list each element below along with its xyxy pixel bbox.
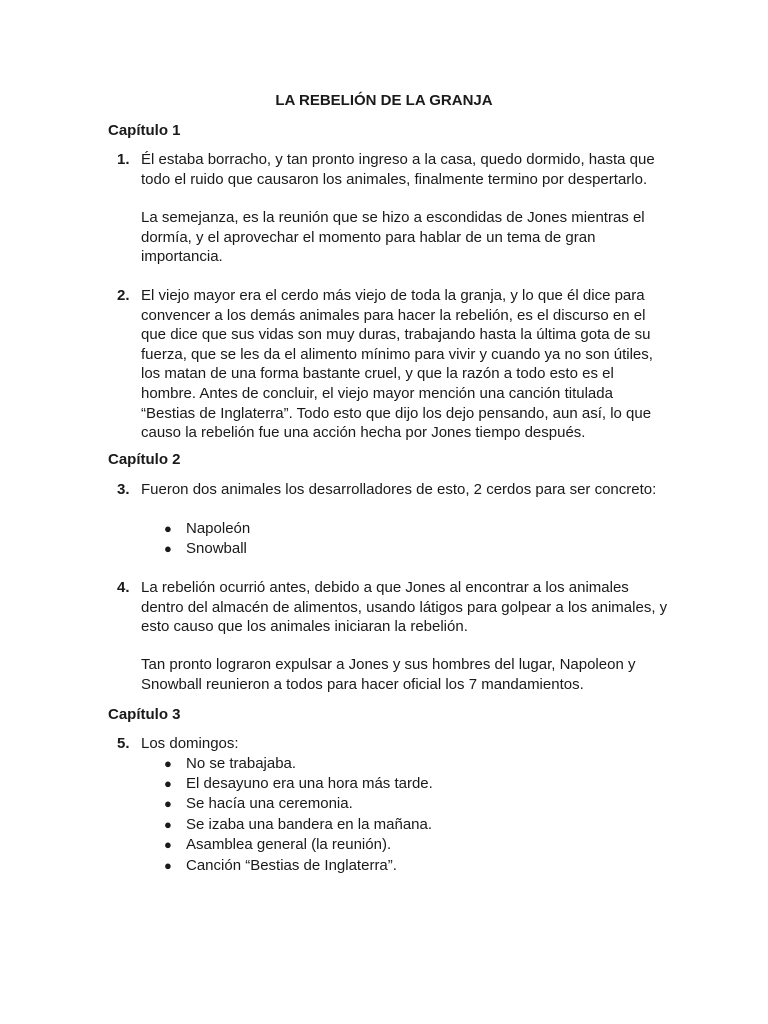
item-1-paragraph-1: Él estaba borracho, y tan pronto ingreso a la casa, quedo dormido, hasta que todo el ruido que causaron los animales, finalmente termino por despertarlo. bbox=[141, 151, 655, 188]
item-number-2: 2. bbox=[117, 287, 130, 304]
item-number-1: 1. bbox=[117, 151, 130, 168]
item-number-3: 3. bbox=[117, 481, 130, 498]
item-4-paragraph-1: La rebelión ocurrió antes, debido a que Jones al encontrar a los animales dentro del almacén de alimentos, usando látigos para golpear a los animales, y esto causo que los animales iniciaran la rebelión. bbox=[141, 579, 668, 636]
bullet-marker: ● bbox=[164, 796, 172, 811]
bullet-marker: ● bbox=[164, 817, 172, 832]
item-5-bullet-1: No se trabajaba. bbox=[186, 755, 297, 772]
chapter-heading-3: Capítulo 3 bbox=[108, 706, 181, 723]
bullet-marker: ● bbox=[164, 776, 172, 791]
chapter-heading-1: Capítulo 1 bbox=[108, 122, 181, 139]
item-5-bullet-4: Se izaba una bandera en la mañana. bbox=[186, 816, 433, 833]
chapter-heading-2: Capítulo 2 bbox=[108, 451, 181, 468]
document-title: LA REBELIÓN DE LA GRANJA bbox=[275, 92, 493, 109]
bullet-marker: ● bbox=[164, 858, 172, 873]
item-5-bullet-3: Se hacía una ceremonia. bbox=[186, 795, 353, 812]
item-5-bullet-6: Canción “Bestias de Inglaterra”. bbox=[186, 857, 397, 874]
bullet-marker: ● bbox=[164, 541, 172, 556]
item-4-paragraph-2: Tan pronto lograron expulsar a Jones y sus hombres del lugar, Napoleon y Snowball reunieron a todos para hacer oficial los 7 mandamientos. bbox=[141, 656, 636, 693]
item-1-paragraph-2: La semejanza, es la reunión que se hizo a escondidas de Jones mientras el dormía, y el aprovechar el momento para hablar de un tema de gran importancia. bbox=[141, 209, 645, 266]
item-5-bullet-5: Asamblea general (la reunión). bbox=[186, 836, 392, 853]
item-3-bullet-2: Snowball bbox=[186, 540, 247, 557]
item-number-5: 5. bbox=[117, 735, 130, 752]
bullet-marker: ● bbox=[164, 837, 172, 852]
bullet-marker: ● bbox=[164, 756, 172, 771]
item-5-paragraph-1: Los domingos: bbox=[141, 735, 239, 752]
item-5-bullet-2: El desayuno era una hora más tarde. bbox=[186, 775, 433, 792]
item-3-bullet-1: Napoleón bbox=[186, 520, 251, 537]
item-3-paragraph-1: Fueron dos animales los desarrolladores de esto, 2 cerdos para ser concreto: bbox=[141, 481, 657, 498]
bullet-marker: ● bbox=[164, 521, 172, 536]
item-number-4: 4. bbox=[117, 579, 130, 596]
item-2-paragraph-1: El viejo mayor era el cerdo más viejo de toda la granja, y lo que él dice para convencer a los demás animales para hacer la rebelión, es el discurso en el que dice que sus vidas son muy duras, trabajando hasta la última gota de su fuerza, que se les da el alimento mínimo para vivir y cuando ya no son útiles, los matan de una forma bastante cruel, y que la razón a todo esto es el hombre. Antes de concluir, el viejo mayor mención una canción titulada “Bestias de Inglaterra”. Todo esto que dijo los dejo pensando, aun así, lo que causo la rebelión fue una acción hecha por Jones tiempo después. bbox=[141, 287, 653, 442]
